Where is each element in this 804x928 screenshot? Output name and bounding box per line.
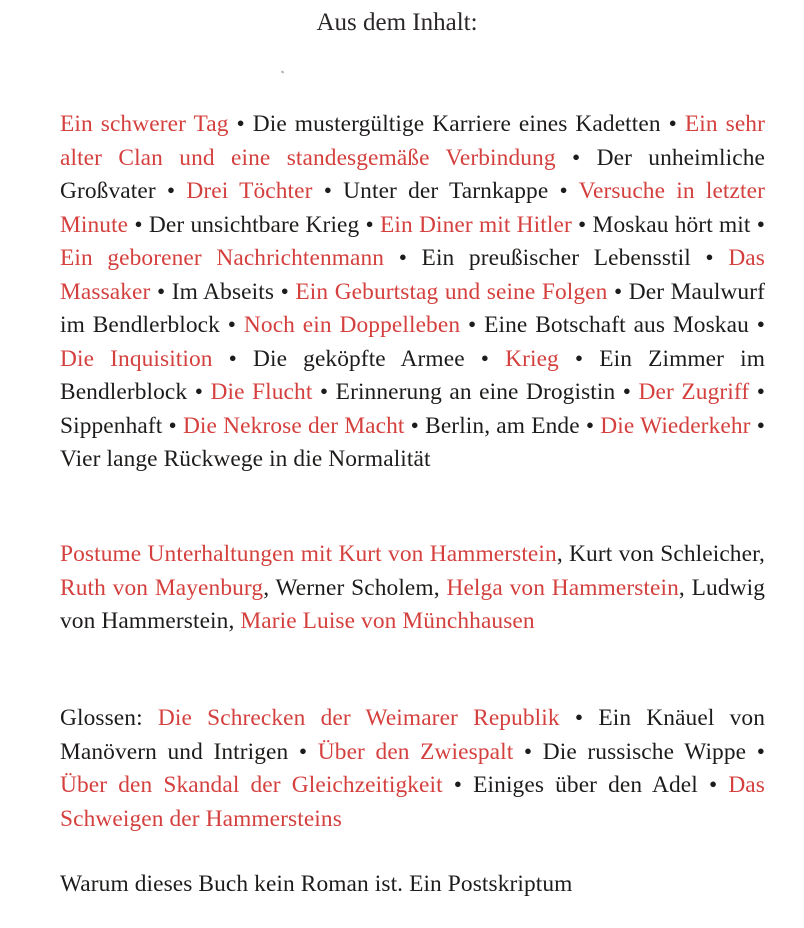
chapter-title: Die Inquisition <box>60 345 213 372</box>
chapter-text: • Ein Zimmer im Bendlerblock • <box>60 345 766 405</box>
chapter-title: Ein Diner mit Hitler <box>380 211 572 238</box>
chapter-title: Helga von Hammerstein <box>446 574 679 601</box>
chapter-text: • Die mustergültige Karriere eines Kadetten • <box>228 111 685 137</box>
chapter-title: Ein sehr alter Clan und eine standesgemäße Verbindung <box>60 111 765 171</box>
chapter-text: • Ein Knäuel von Manövern und Intrigen • <box>60 705 765 765</box>
chapter-title: Das Schweigen der Hammersteins <box>60 772 765 832</box>
glosses-paragraph <box>60 702 765 836</box>
conversations-paragraph <box>60 538 765 639</box>
chapter-title: Ruth von Mayenburg <box>60 574 264 601</box>
chapter-title: Marie Luise von Münchhausen <box>240 608 535 634</box>
chapter-title: Die Schrecken der Weimarer Republik <box>157 705 560 731</box>
chapter-text: • Im Abseits • <box>150 278 296 305</box>
chapter-text: • Die russische Wippe • <box>513 738 766 765</box>
chapter-text: • Moskau hört mit • <box>571 211 765 238</box>
chapter-text: • Unter der Tarnkappe • <box>312 178 579 204</box>
chapter-text: • Der unheimliche Großvater • <box>60 144 766 204</box>
chapter-text: • Erinnerung an eine Drogistin • <box>312 379 639 405</box>
chapter-title: Der Zugriff <box>638 379 750 405</box>
chapter-title: Die Wiederkehr <box>600 412 751 439</box>
chapter-text: • Der unsichtbare Krieg • <box>128 211 381 238</box>
paper-speck <box>281 70 285 73</box>
contents-paragraph <box>60 108 765 477</box>
chapter-text: Glossen: <box>60 705 158 731</box>
chapter-title: Krieg <box>505 345 559 372</box>
chapter-title: Postume Unterhaltungen mit Kurt von Hammerstein <box>60 541 557 567</box>
chapter-title: Ein schwerer Tag <box>60 111 229 137</box>
chapter-text: • Eine Botschaft aus Moskau • <box>460 312 765 338</box>
chapter-title: Über den Zwiespalt <box>317 738 514 765</box>
chapter-text: , Ludwig von Hammerstein, <box>60 574 765 634</box>
chapter-text: • Berlin, am Ende • <box>404 412 601 439</box>
postscript-line: Warum dieses Buch kein Roman ist. Ein Postskriptum <box>60 871 573 897</box>
chapter-title: Drei Töchter <box>186 178 313 204</box>
chapter-text: • Vier lange Rückwege in die Normalität <box>60 412 765 472</box>
chapter-title: Noch ein Doppelleben <box>243 312 461 338</box>
chapter-text: • Sippenhaft • <box>60 379 765 439</box>
chapter-text: • Einiges über den Adel • <box>442 772 729 798</box>
chapter-title: Versuche in letzter Minute <box>60 178 765 238</box>
chapter-title: Ein Geburtstag und seine Folgen <box>295 278 608 305</box>
chapter-title: Über den Skandal der Gleichzeitigkeit <box>60 772 443 798</box>
chapter-text: • Die geköpfte Armee • <box>212 345 506 372</box>
chapter-text: , Kurt von Schleicher, <box>556 541 765 567</box>
chapter-text: , Werner Scholem, <box>263 574 447 601</box>
chapter-text: • Ein preußischer Lebensstil • <box>384 245 729 271</box>
chapter-text: • Der Maulwurf im Bendlerblock • <box>60 278 765 338</box>
chapter-title: Die Nekrose der Macht <box>182 412 405 439</box>
chapter-title: Die Flucht <box>210 379 313 405</box>
chapter-title: Das Massaker <box>60 245 765 305</box>
chapter-title: Ein geborener Nachrichtenmann <box>60 245 385 271</box>
page-heading: Aus dem Inhalt: <box>316 9 478 36</box>
